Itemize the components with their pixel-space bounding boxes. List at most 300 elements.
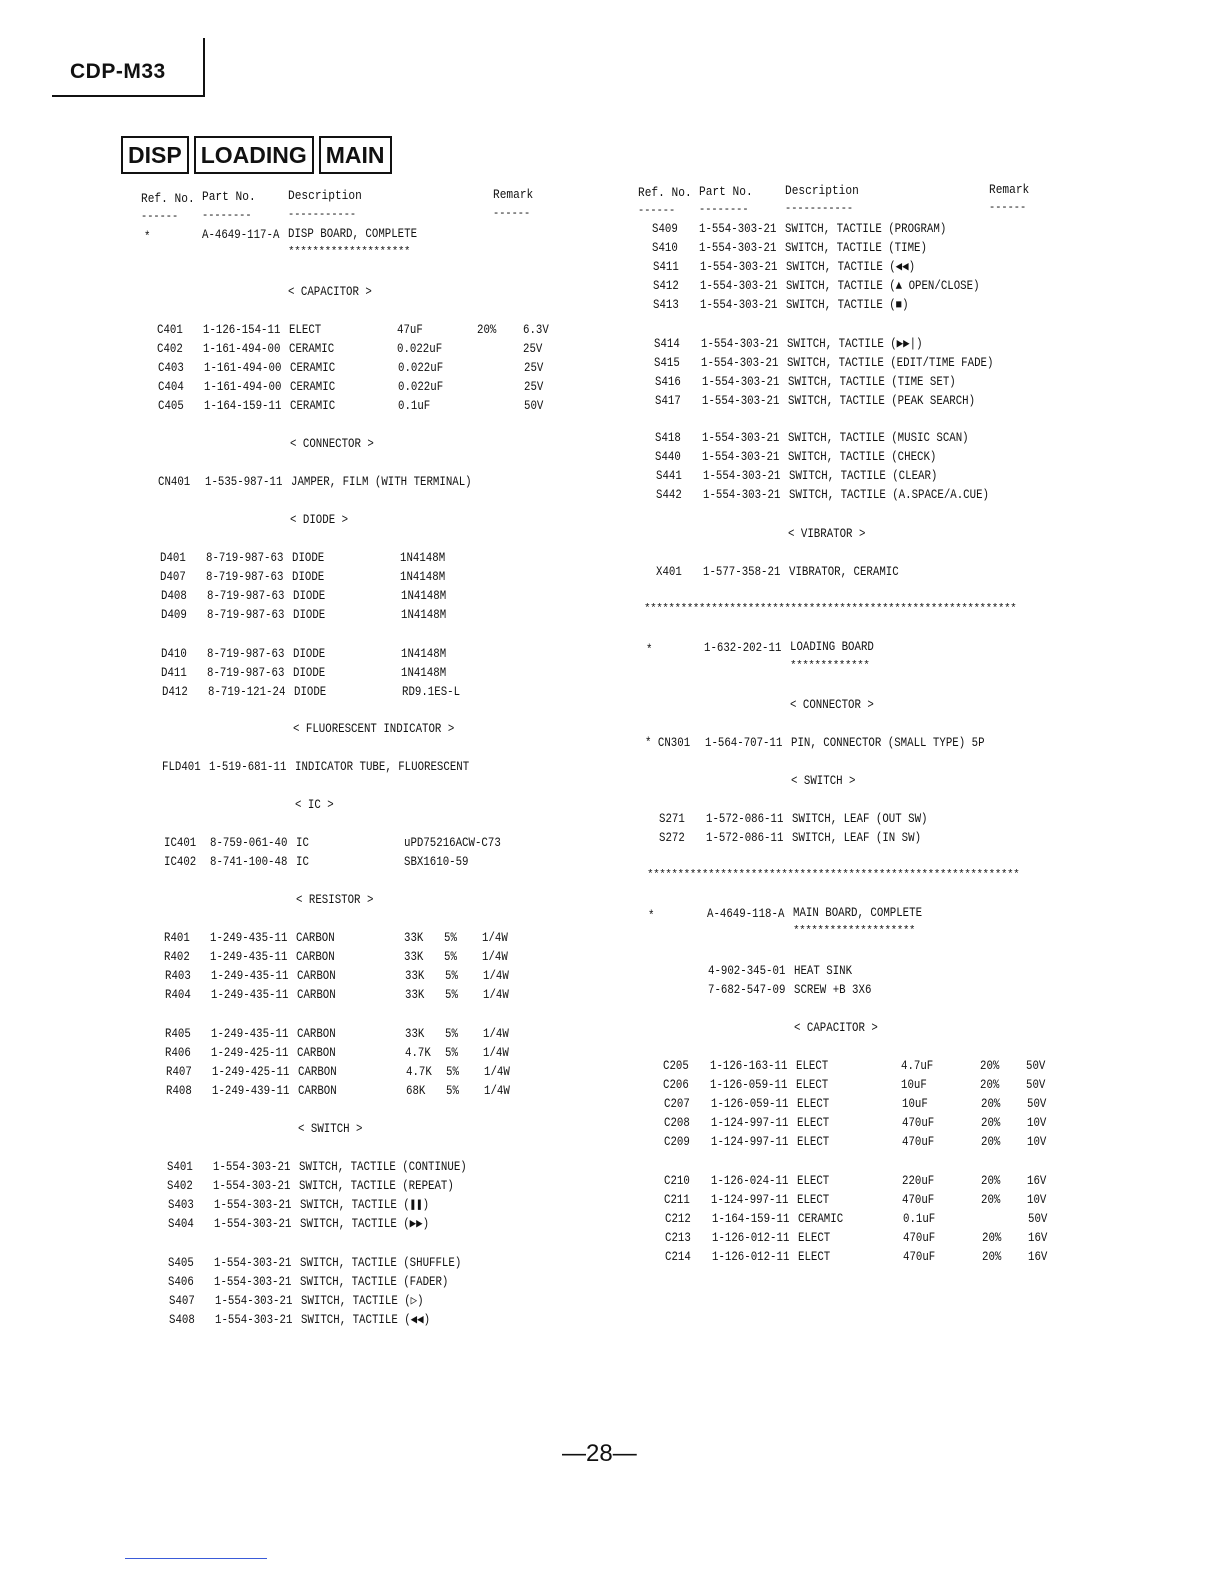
page-number: —28—	[562, 1440, 637, 1467]
part-tolerance: 5%	[445, 1046, 459, 1060]
part-value: 33K	[404, 988, 425, 1002]
part-ref: D408	[160, 589, 187, 603]
left-header-desc: Description	[288, 188, 362, 203]
part-description: INDICATOR TUBE, FLUORESCENT	[295, 760, 470, 774]
part-tolerance: 20%	[980, 1116, 1001, 1130]
part-ref: S442	[655, 488, 682, 502]
part-rating: 50V	[1026, 1078, 1046, 1092]
part-description: DIODE	[292, 551, 325, 565]
part-number: 1-124-997-11	[711, 1135, 789, 1149]
part-number: 1-554-303-21	[702, 469, 781, 483]
part-number: 1-161-494-00	[203, 342, 281, 356]
part-number: 8-719-987-63	[206, 570, 284, 584]
part-number: 1-249-425-11	[211, 1065, 290, 1079]
part-tolerance: 20%	[982, 1250, 1002, 1264]
part-ref: S440	[655, 450, 682, 464]
main-board-part-number: A-4649-118-A	[707, 907, 785, 921]
part-tolerance: 20%	[980, 1059, 1000, 1073]
part-value: 0.1uF	[902, 1212, 935, 1226]
part-value: 4.7K	[405, 1046, 432, 1060]
part-rating: 1/4W	[482, 969, 509, 983]
part-tolerance: 20%	[981, 1135, 1001, 1149]
section-tabs	[121, 136, 392, 174]
part-description: SWITCH, TACTILE (MUSIC SCAN)	[788, 431, 969, 445]
left-dash-ref: ------	[141, 209, 179, 223]
part-number: 1-249-435-11	[210, 950, 288, 964]
part-description: VIBRATOR, CERAMIC	[789, 565, 899, 579]
part-value: RD9.1ES-L	[401, 685, 460, 699]
part-tolerance: 5%	[444, 931, 457, 945]
part-description: CERAMIC	[289, 342, 335, 356]
part-ref: C403	[157, 361, 184, 375]
part-number: 8-759-061-40	[210, 836, 288, 850]
part-value: 470uF	[902, 1231, 936, 1245]
tab-loading: LOADING	[194, 136, 314, 174]
part-ref: S410	[652, 241, 679, 255]
part-value: 470uF	[902, 1135, 935, 1149]
part-ref: S411	[652, 260, 679, 274]
part-number: 8-719-121-24	[207, 685, 286, 699]
part-number: 8-719-987-63	[206, 608, 285, 622]
part-description: SWITCH, TACTILE (◀◀)	[785, 260, 915, 274]
part-number: 1-126-012-11	[712, 1250, 790, 1264]
part-description: CERAMIC	[289, 380, 336, 394]
part-tolerance: 5%	[445, 1084, 459, 1098]
section-title-capacitor: < CAPACITOR >	[288, 285, 372, 299]
part-ref: C208	[663, 1116, 690, 1130]
part-value: SBX1610-59	[404, 855, 469, 869]
model-name: CDP-M33	[70, 60, 166, 83]
part-description: CARBON	[296, 931, 335, 945]
part-rating: 25V	[523, 342, 543, 356]
part-ref: C213	[664, 1231, 691, 1245]
part-rating: 50V	[1027, 1212, 1047, 1226]
part-ref: D410	[161, 647, 187, 661]
part-description: ELECT	[796, 1059, 829, 1073]
part-rating: 25V	[523, 380, 544, 394]
part-description: ELECT	[289, 323, 322, 337]
part-description: SWITCH, TACTILE (CONTINUE)	[299, 1160, 467, 1174]
part-description: CARBON	[296, 950, 336, 964]
loading-board-mark: *	[646, 643, 653, 657]
part-ref: S414	[654, 337, 680, 351]
part-value: 1N4148M	[400, 589, 446, 603]
part-number: 8-719-987-63	[207, 666, 285, 680]
part-ref: S402	[167, 1179, 194, 1193]
left-dash-desc: -----------	[288, 207, 357, 221]
part-ref: R402	[164, 950, 191, 964]
part-ref: C214	[665, 1250, 692, 1264]
section-title-switch: < SWITCH >	[298, 1122, 363, 1136]
part-description: SWITCH, TACTILE (A.SPACE/A.CUE)	[788, 488, 989, 502]
part-tolerance: 5%	[445, 1027, 458, 1041]
section-title-connector-loading: < CONNECTOR >	[790, 698, 874, 712]
left-header-remark: Remark	[493, 187, 534, 202]
section-title-fluorescent: < FLUORESCENT INDICATOR >	[293, 722, 455, 736]
part-number: 1-161-494-00	[203, 380, 282, 394]
part-number: 1-554-303-21	[701, 356, 779, 370]
part-value: 0.1uF	[398, 399, 431, 413]
right-header-ref: Ref. No.	[638, 185, 692, 200]
part-tolerance: 5%	[445, 1065, 459, 1079]
part-ref: R404	[164, 988, 191, 1002]
part-number: 1-161-494-00	[203, 361, 282, 375]
part-ref: R406	[165, 1046, 192, 1060]
part-description: DIODE	[293, 647, 326, 661]
board-separator: *************************************************************	[647, 869, 1020, 881]
part-ref: S405	[168, 1256, 194, 1270]
part-description: ELECT	[796, 1097, 829, 1111]
part-number: 1-126-012-11	[711, 1231, 790, 1245]
part-number: 8-719-987-63	[206, 551, 284, 565]
part-value: 0.022uF	[397, 361, 443, 375]
section-title-ic: < IC >	[295, 798, 334, 812]
part-tolerance: 5%	[444, 969, 458, 983]
part-number: 1-249-435-11	[210, 969, 289, 983]
part-number: 1-164-159-11	[204, 399, 282, 413]
part-description: SWITCH, TACTILE (REPEAT)	[299, 1179, 455, 1193]
part-rating: 1/4W	[483, 1027, 509, 1041]
part-number: 1-124-997-11	[710, 1116, 789, 1130]
part-description: ELECT	[798, 1250, 831, 1264]
part-rating: 50V	[524, 399, 544, 413]
part-value: 4.7uF	[901, 1059, 934, 1073]
part-ref: S401	[167, 1160, 193, 1174]
part-value: 33K	[404, 969, 424, 983]
left-dash-part: --------	[202, 208, 252, 222]
part-ref: R408	[165, 1084, 192, 1098]
part-ref: D409	[160, 608, 187, 622]
part-ref: C211	[664, 1193, 691, 1207]
part-number: 1-554-303-21	[701, 337, 779, 351]
loading-board-part-number: 1-632-202-11	[704, 641, 782, 655]
part-rating: 16V	[1028, 1250, 1048, 1264]
part-ref: X401	[656, 565, 682, 579]
part-value: 0.022uF	[397, 380, 444, 394]
part-ref: S404	[167, 1217, 194, 1231]
part-tolerance: 20%	[980, 1078, 1000, 1092]
part-number: 1-554-303-21	[213, 1217, 292, 1231]
part-description: CARBON	[297, 1046, 337, 1060]
part-ref: S271	[659, 812, 685, 826]
part-description: SWITCH, TACTILE (TIME)	[785, 241, 928, 255]
part-description: SWITCH, TACTILE (PEAK SEARCH)	[787, 394, 975, 408]
right-dash-desc: -----------	[785, 201, 854, 215]
part-rating: 1/4W	[483, 1046, 510, 1060]
part-value: 220uF	[902, 1174, 935, 1188]
part-description: CERAMIC	[290, 399, 336, 413]
board-part-number: A-4649-117-A	[202, 228, 280, 242]
part-value: 33K	[404, 931, 424, 945]
board-mark: *	[144, 230, 151, 244]
part-value: 68K	[405, 1084, 426, 1098]
part-ref: C205	[663, 1059, 689, 1073]
left-header-ref: Ref. No.	[141, 191, 195, 206]
part-ref: C207	[663, 1097, 690, 1111]
part-description: SWITCH, TACTILE (EDIT/TIME FADE)	[787, 356, 994, 370]
part-ref: R405	[165, 1027, 191, 1041]
part-description: ELECT	[797, 1135, 830, 1149]
part-ref: D412	[161, 685, 188, 699]
part-number: 1-126-059-11	[710, 1078, 788, 1092]
part-ref: S407	[168, 1294, 195, 1308]
part-ref: D411	[161, 666, 188, 680]
part-ref: S416	[654, 375, 681, 389]
part-number: 8-719-987-63	[207, 647, 285, 661]
loading-board-underline-stars: *************	[790, 660, 870, 672]
right-dash-remark: ------	[989, 200, 1027, 214]
part-description: HEAT SINK	[794, 964, 853, 978]
part-description: SWITCH, TACTILE (■)	[786, 298, 909, 312]
part-tolerance: 5%	[444, 950, 458, 964]
part-description: SWITCH, TACTILE (▷)	[300, 1294, 424, 1308]
part-number: 1-554-303-21	[702, 450, 780, 464]
footer-link-line	[125, 1558, 267, 1559]
part-value: 10uF	[901, 1097, 928, 1111]
part-description: ELECT	[797, 1231, 831, 1245]
model-divider-horizontal	[52, 95, 205, 97]
part-description: SWITCH, TACTILE (FADER)	[300, 1275, 449, 1289]
board-underline-stars: ********************	[288, 246, 411, 258]
part-tolerance: 5%	[444, 988, 458, 1002]
part-ref: S409	[652, 222, 678, 236]
main-board-underline-stars: ********************	[793, 925, 916, 937]
part-description: CARBON	[297, 1084, 337, 1098]
part-description: SWITCH, TACTILE (▶▶)	[299, 1217, 429, 1231]
part-number: 1-554-303-21	[214, 1294, 293, 1308]
part-ref: D407	[160, 570, 187, 584]
part-value: 1N4148M	[400, 608, 447, 622]
part-tolerance: 20%	[477, 323, 497, 337]
part-rating: 16V	[1027, 1174, 1047, 1188]
part-value: 10uF	[901, 1078, 928, 1092]
part-description: CERAMIC	[289, 361, 335, 375]
part-description: CERAMIC	[797, 1212, 843, 1226]
part-ref: S406	[168, 1275, 195, 1289]
part-ref: * CN301	[645, 736, 691, 750]
part-description: SWITCH, TACTILE (◀◀)	[300, 1313, 430, 1327]
part-number: 8-741-100-48	[210, 855, 288, 869]
right-header-part: Part No.	[699, 184, 753, 199]
part-number: 1-554-303-21	[699, 241, 777, 255]
board-separator: *************************************************************	[644, 603, 1017, 615]
main-board-description: MAIN BOARD, COMPLETE	[793, 906, 923, 920]
part-rating: 50V	[1026, 1097, 1046, 1111]
part-rating: 10V	[1027, 1193, 1047, 1207]
part-number: 1-519-681-11	[209, 760, 287, 774]
tab-disp: DISP	[121, 136, 189, 174]
part-rating: 6.3V	[523, 323, 549, 337]
part-number: 1-126-024-11	[711, 1174, 789, 1188]
part-ref: R403	[164, 969, 191, 983]
part-number: 1-554-303-21	[213, 1160, 291, 1174]
part-rating: 10V	[1026, 1116, 1047, 1130]
part-value: uPD75216ACW-C73	[404, 836, 501, 850]
part-description: SWITCH, LEAF (OUT SW)	[792, 812, 928, 826]
part-rating: 1/4W	[483, 1084, 510, 1098]
part-description: DIODE	[292, 589, 325, 603]
right-header-desc: Description	[785, 183, 859, 198]
part-ref: C404	[157, 380, 184, 394]
part-number: 1-535-987-11	[205, 475, 283, 489]
part-number: 1-554-303-21	[699, 279, 778, 293]
part-number: 1-577-358-21	[703, 565, 781, 579]
part-description: ELECT	[796, 1078, 829, 1092]
section-title-switch-loading: < SWITCH >	[791, 774, 856, 788]
section-title-vibrator: < VIBRATOR >	[788, 527, 866, 541]
part-description: DIODE	[292, 570, 325, 584]
part-value: 33K	[405, 1027, 425, 1041]
part-number: 1-554-303-21	[214, 1313, 293, 1327]
part-number: 1-249-435-11	[210, 988, 289, 1002]
part-value: 470uF	[902, 1193, 935, 1207]
part-ref: C212	[664, 1212, 691, 1226]
part-rating: 16V	[1027, 1231, 1048, 1245]
part-description: CARBON	[296, 969, 336, 983]
section-title-capacitor-main: < CAPACITOR >	[794, 1021, 878, 1035]
part-ref: S408	[168, 1313, 195, 1327]
part-ref: C401	[157, 323, 183, 337]
part-description: JAMPER, FILM (WITH TERMINAL)	[291, 475, 472, 489]
model-divider-vertical	[203, 38, 205, 96]
left-header-part: Part No.	[202, 189, 256, 204]
part-number: 1-126-163-11	[710, 1059, 788, 1073]
part-ref: D401	[160, 551, 186, 565]
part-description: IC	[296, 855, 310, 869]
part-description: SWITCH, TACTILE (❚❚)	[299, 1198, 429, 1212]
part-description: ELECT	[797, 1174, 830, 1188]
part-ref: R401	[164, 931, 190, 945]
part-number: 1-249-435-11	[210, 931, 288, 945]
part-description: CARBON	[297, 1065, 337, 1079]
part-description: IC	[296, 836, 309, 850]
part-number: 1-554-303-21	[213, 1179, 291, 1193]
part-number: 1-126-059-11	[710, 1097, 789, 1111]
part-rating: 50V	[1026, 1059, 1046, 1073]
part-ref: S441	[655, 469, 682, 483]
part-rating: 1/4W	[482, 988, 509, 1002]
part-number: 1-572-086-11	[706, 812, 784, 826]
part-description: ELECT	[797, 1193, 830, 1207]
part-number: 1-126-154-11	[203, 323, 281, 337]
part-description: SWITCH, TACTILE (▲ OPEN/CLOSE)	[785, 279, 980, 293]
part-description: DIODE	[292, 608, 326, 622]
part-ref: C402	[157, 342, 184, 356]
part-number: 1-164-159-11	[711, 1212, 790, 1226]
part-description: SWITCH, LEAF (IN SW)	[792, 831, 922, 845]
part-tolerance: 20%	[981, 1193, 1001, 1207]
part-number: 1-249-439-11	[211, 1084, 290, 1098]
part-tolerance: 20%	[980, 1097, 1000, 1111]
part-ref: S272	[659, 831, 686, 845]
section-title-connector: < CONNECTOR >	[290, 437, 374, 451]
part-value: 1N4148M	[401, 647, 447, 661]
part-description: SWITCH, TACTILE (PROGRAM)	[785, 222, 947, 236]
part-description: DIODE	[293, 666, 326, 680]
part-description: SWITCH, TACTILE (CHECK)	[788, 450, 937, 464]
part-ref: C206	[663, 1078, 690, 1092]
part-ref: S412	[652, 279, 679, 293]
part-value: 470uF	[903, 1250, 936, 1264]
left-dash-remark: ------	[493, 206, 531, 220]
right-header-remark: Remark	[989, 182, 1030, 197]
part-ref: S418	[655, 431, 681, 445]
part-description: CARBON	[297, 1027, 336, 1041]
part-number: 1-564-707-11	[705, 736, 783, 750]
loading-board-description: LOADING BOARD	[790, 640, 874, 654]
part-description: SWITCH, TACTILE (SHUFFLE)	[300, 1256, 462, 1270]
tab-main: MAIN	[319, 136, 392, 174]
part-value: 33K	[404, 950, 424, 964]
part-value: 4.7K	[405, 1065, 432, 1079]
part-value: 47uF	[397, 323, 423, 337]
part-rating: 1/4W	[482, 950, 509, 964]
part-number: 7-682-547-09	[708, 983, 786, 997]
part-ref: S413	[653, 298, 680, 312]
part-ref: C210	[664, 1174, 690, 1188]
part-number: 4-902-345-01	[708, 964, 786, 978]
right-dash-ref: ------	[638, 203, 676, 217]
part-ref: S417	[654, 394, 681, 408]
part-description: PIN, CONNECTOR (SMALL TYPE) 5P	[791, 736, 985, 750]
part-description: DIODE	[293, 685, 326, 699]
part-description: SWITCH, TACTILE (▶▶|)	[787, 337, 923, 351]
part-description: SWITCH, TACTILE (TIME SET)	[787, 375, 956, 389]
section-title-diode: < DIODE >	[290, 513, 349, 527]
part-number: 1-249-425-11	[211, 1046, 289, 1060]
part-value: 1N4148M	[401, 666, 447, 680]
section-title-resistor: < RESISTOR >	[296, 893, 374, 907]
part-ref: S415	[654, 356, 681, 370]
part-tolerance: 20%	[981, 1231, 1002, 1245]
part-ref: CN401	[158, 475, 191, 489]
part-rating: 25V	[523, 361, 543, 375]
part-number: 1-554-303-21	[214, 1275, 292, 1289]
part-number: 1-554-303-21	[702, 488, 781, 502]
part-value: 470uF	[901, 1116, 935, 1130]
part-ref: C209	[664, 1135, 691, 1149]
part-number: 1-554-303-21	[702, 431, 780, 445]
part-value: 1N4148M	[400, 570, 446, 584]
part-rating: 1/4W	[482, 931, 508, 945]
part-number: 1-572-086-11	[706, 831, 784, 845]
part-value: 1N4148M	[400, 551, 446, 565]
part-ref: IC401	[164, 836, 197, 850]
part-value: 0.022uF	[397, 342, 443, 356]
part-ref: C405	[158, 399, 185, 413]
part-number: 1-554-303-21	[214, 1256, 292, 1270]
part-ref: R407	[165, 1065, 192, 1079]
part-number: 1-124-997-11	[711, 1193, 789, 1207]
main-board-mark: *	[648, 909, 655, 923]
right-dash-part: --------	[699, 202, 749, 216]
part-number: 8-719-987-63	[206, 589, 285, 603]
part-number: 1-249-435-11	[211, 1027, 289, 1041]
part-description: CARBON	[296, 988, 336, 1002]
part-rating: 10V	[1027, 1135, 1047, 1149]
board-description: DISP BOARD, COMPLETE	[288, 227, 418, 241]
part-number: 1-554-303-21	[701, 394, 780, 408]
part-number: 1-554-303-21	[700, 298, 778, 312]
part-description: ELECT	[796, 1116, 830, 1130]
part-ref: IC402	[164, 855, 197, 869]
part-ref: FLD401	[162, 760, 201, 774]
part-tolerance: 20%	[981, 1174, 1001, 1188]
part-number: 1-554-303-21	[701, 375, 780, 389]
part-ref: S403	[167, 1198, 194, 1212]
part-number: 1-554-303-21	[699, 260, 778, 274]
part-number: 1-554-303-21	[213, 1198, 292, 1212]
